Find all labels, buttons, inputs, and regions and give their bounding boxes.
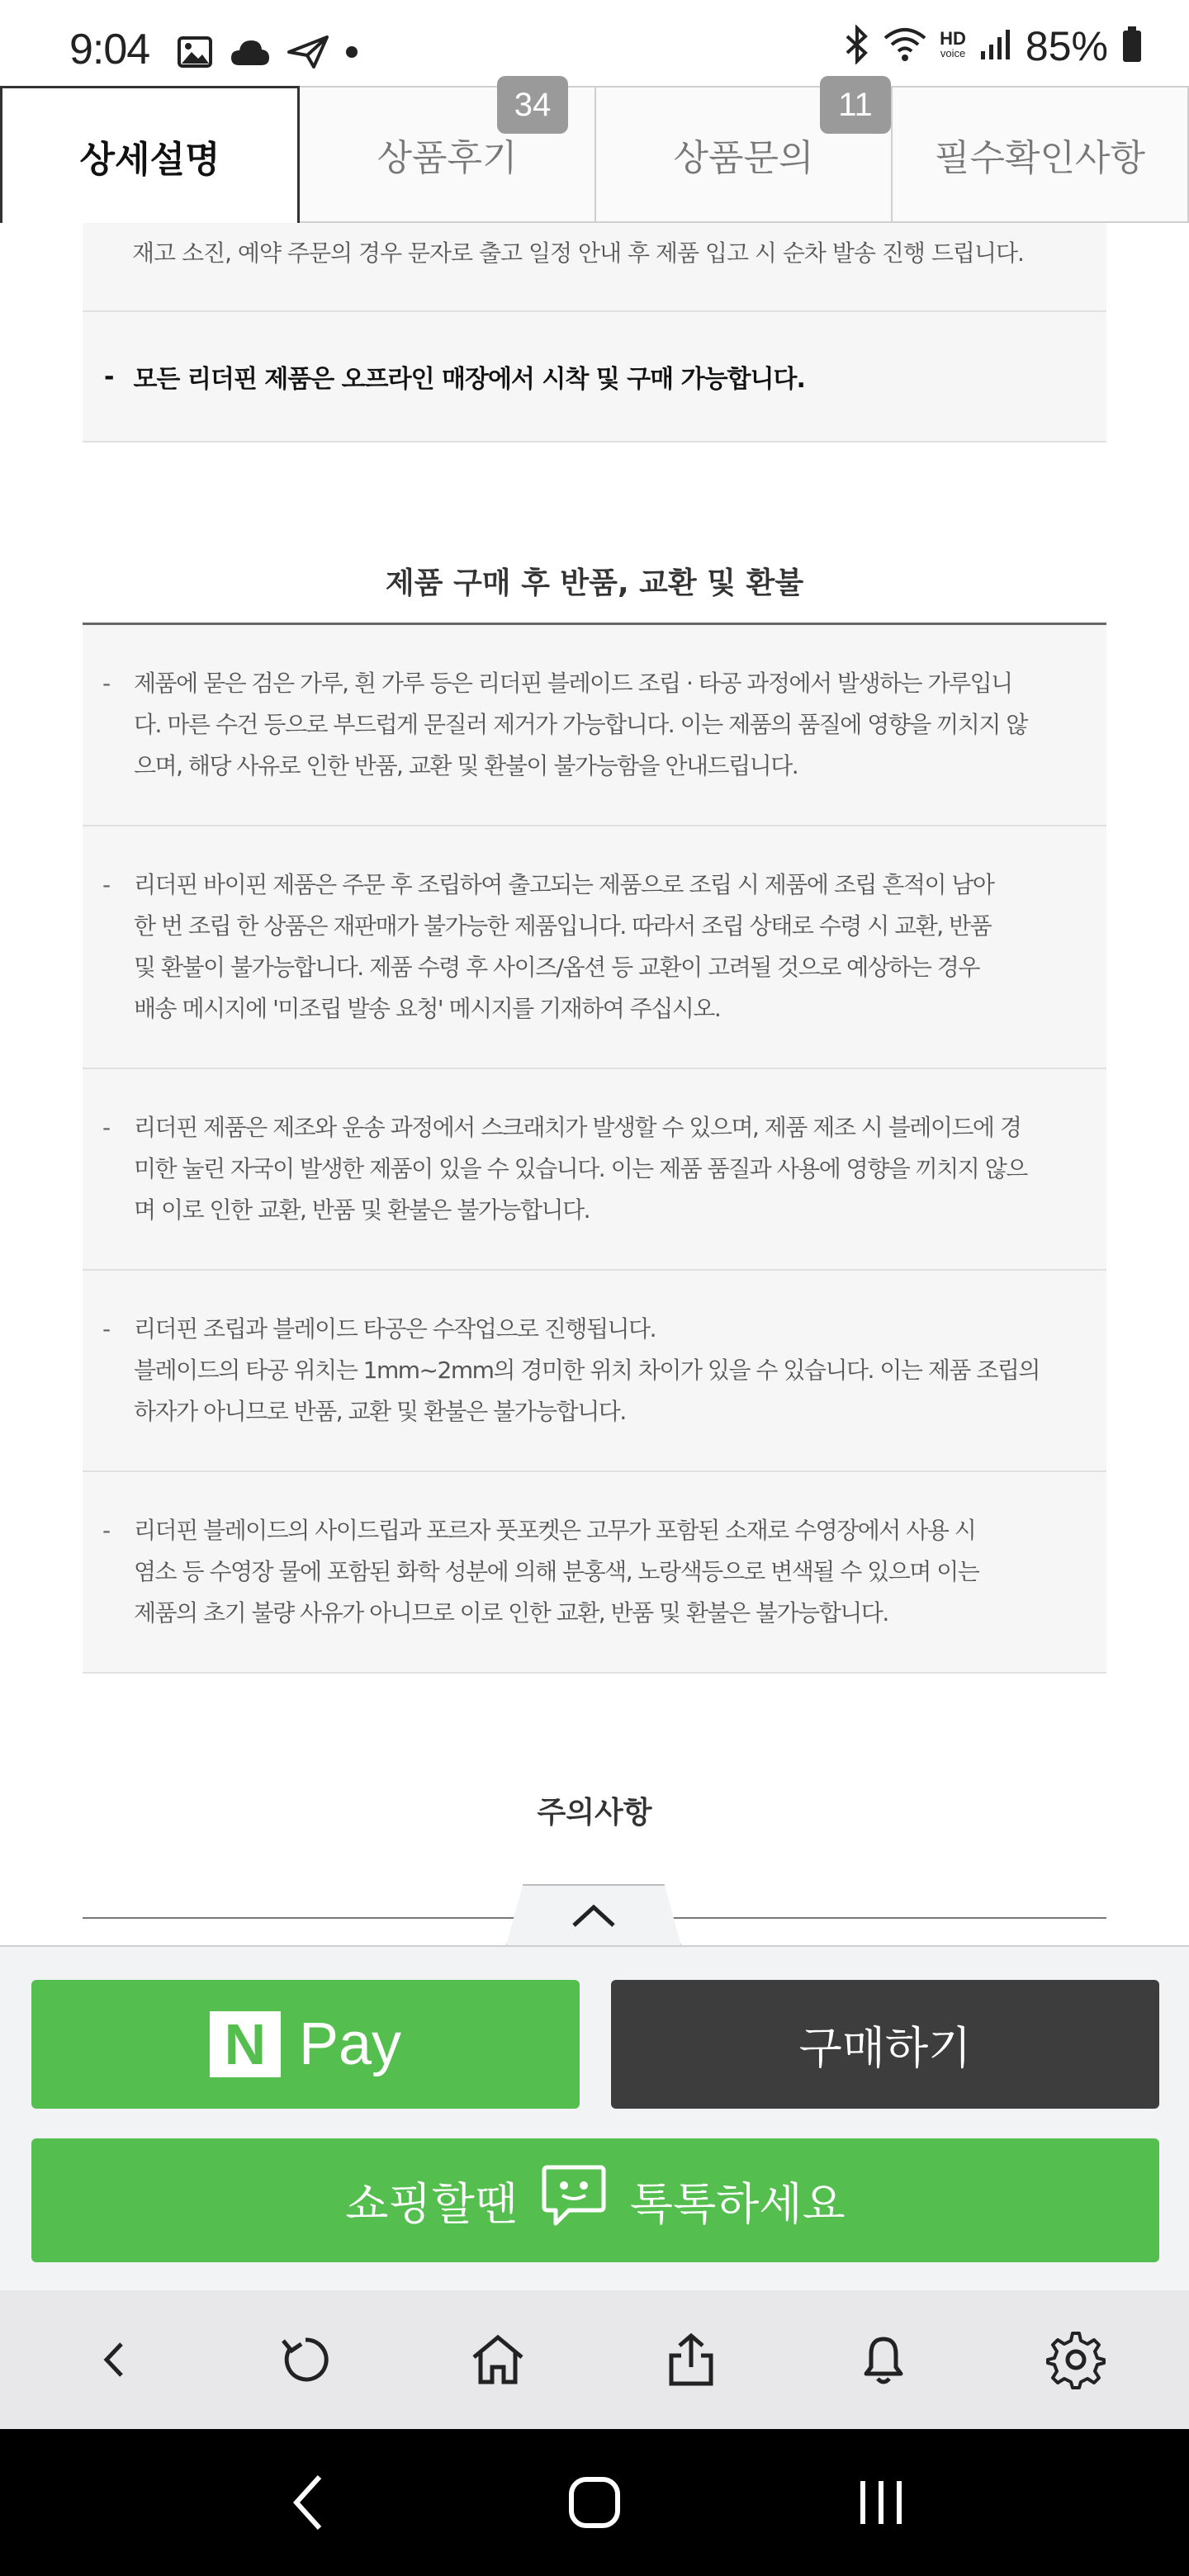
battery-percent: 85% — [1025, 23, 1108, 69]
share-icon[interactable] — [650, 2318, 732, 2401]
stock-notice — [83, 223, 1106, 312]
home-icon[interactable] — [457, 2318, 539, 2401]
list-item — [83, 826, 1106, 1069]
buy-label: 구매하기 — [798, 2021, 972, 2074]
naver-n-icon: N — [210, 2011, 281, 2077]
bullet-dash: - — [102, 1517, 110, 1544]
nav-home-icon[interactable] — [545, 2453, 644, 2552]
nav-recents-icon[interactable] — [831, 2453, 931, 2552]
tab-required-info[interactable] — [893, 86, 1189, 223]
naver-pay-button[interactable] — [31, 1980, 580, 2109]
bullet-dash: - — [102, 670, 110, 697]
bell-icon[interactable] — [842, 2318, 925, 2401]
notice-text: 재고 소진, 예약 주문의 경우 문자로 출고 일정 안내 후 제품 입고 시 순차 발송 진행 드립니다. — [132, 239, 1024, 267]
tab-label: 상품문의 — [673, 137, 814, 179]
wifi-icon — [883, 26, 926, 66]
bluetooth-icon — [844, 25, 870, 68]
tab-label: 상세설명 — [79, 138, 220, 181]
system-nav-bar — [0, 2429, 1189, 2576]
product-tabs — [0, 86, 1189, 223]
item-text: 리더핀 조립과 블레이드 타공은 수작업으로 진행됩니다. 블레이드의 타공 위치는 1mm~2mm의 경미한 위치 차이가 있을 수 있습니다. 이는 제품 조립의 하자가 아니므로 반품, 교환 및 환불은 불가능합니다. — [134, 1315, 1040, 1425]
return-policy-title: 제품 구매 후 반품, 교환 및 환불 — [385, 566, 804, 600]
buy-button[interactable] — [611, 1980, 1159, 2109]
bullet-dash: - — [102, 1114, 110, 1141]
tab-reviews[interactable] — [300, 86, 596, 223]
status-bar — [0, 0, 1189, 86]
status-right-icons — [844, 23, 1143, 69]
caution-title: 주의사항 — [537, 1796, 652, 1830]
chevron-up-icon — [571, 1902, 617, 1932]
item-text: 리더핀 블레이드의 사이드립과 포르자 풋포켓은 고무가 포함된 소재로 수영장에서 사용 시 염소 등 수영장 물에 포함된 화학 성분에 의해 분홍색, 노랑색등으로 변색될 수 있으며 이는 제품의 초기 불량 사유가 아니므로 이로 인한 교환, 반품 및 환불은 불가능합니다. — [134, 1517, 979, 1627]
list-item — [83, 1472, 1106, 1674]
notice-bold-text: 모든 리더핀 제품은 오프라인 매장에서 시착 및 구매 가능합니다. — [133, 365, 805, 394]
talk-left-label: 쇼핑할땐 — [345, 2177, 518, 2230]
status-time: 9:04 — [69, 26, 150, 73]
npay-label: Pay — [298, 2011, 402, 2077]
status-left-icons — [177, 33, 358, 74]
bullet-dash: - — [102, 1315, 110, 1342]
bullet-dash: - — [102, 871, 110, 898]
tab-label: 상품후기 — [377, 137, 518, 179]
offline-store-notice — [83, 312, 1106, 443]
purchase-panel — [0, 1945, 1189, 2290]
cloud-icon — [230, 37, 271, 70]
tab-label: 필수확인사항 — [934, 137, 1146, 179]
voice-label: voice — [940, 47, 966, 59]
talk-right-label: 톡톡하세요 — [629, 2177, 846, 2230]
refresh-icon[interactable] — [264, 2318, 347, 2401]
gallery-icon — [177, 34, 213, 73]
item-text: 제품에 묻은 검은 가루, 흰 가루 등은 리더핀 블레이드 조립 · 타공 과정에서 발생하는 가루입니 다. 마른 수건 등으로 부드럽게 문질러 제거가 가능합니다. 이는 제품의 품질에 영향을 끼치지 않 으며, 해당 사유로 인한 반품, 교환 및 환불이 불가능함을 안내드립니다. — [134, 670, 1027, 779]
nav-back-icon[interactable] — [258, 2453, 358, 2552]
dot-icon — [345, 45, 358, 62]
browser-toolbar — [0, 2290, 1189, 2429]
back-icon[interactable] — [72, 2318, 154, 2401]
signal-icon — [979, 28, 1012, 64]
talktalk-button[interactable] — [31, 2138, 1159, 2262]
chat-bubble-icon — [541, 2164, 607, 2237]
reviews-count-badge: 34 — [497, 76, 568, 134]
hd-voice-indicator — [940, 28, 966, 61]
list-item — [83, 1069, 1106, 1271]
battery-icon — [1121, 26, 1143, 66]
inquiries-count-badge: 11 — [820, 76, 891, 134]
detail-content — [83, 223, 1106, 1831]
list-item — [83, 1271, 1106, 1472]
settings-icon[interactable] — [1035, 2318, 1117, 2401]
bullet-dash: - — [104, 362, 114, 391]
drawer-toggle-button[interactable] — [505, 1884, 682, 1949]
send-icon — [287, 36, 329, 72]
item-text: 리더핀 바이핀 제품은 주문 후 조립하여 출고되는 제품으로 조립 시 제품에 조립 흔적이 남아 한 번 조립 한 상품은 재판매가 불가능한 제품입니다. 따라서 조립 상태로 수령 시 교환, 반품 및 환불이 불가능합니다. 제품 수령 후 사이즈/옵션 등 교환이 고려될 것으로 예상하는 경우 배송 메시지에 '미조립 발송 요청' 메시지를 기재하여 주십시오. — [134, 871, 994, 1022]
item-text: 리더핀 제품은 제조와 운송 과정에서 스크래치가 발생할 수 있으며, 제품 제조 시 블레이드에 경 미한 눌린 자국이 발생한 제품이 있을 수 있습니다. 이는 제품 품질과 사용에 영향을 끼치지 않으 며 이로 인한 교환, 반품 및 환불은 불가능합니다. — [134, 1114, 1027, 1224]
hd-label: HD — [940, 28, 966, 49]
tab-inquiries[interactable] — [596, 86, 893, 223]
tab-details[interactable] — [0, 86, 300, 223]
list-item — [83, 625, 1106, 826]
